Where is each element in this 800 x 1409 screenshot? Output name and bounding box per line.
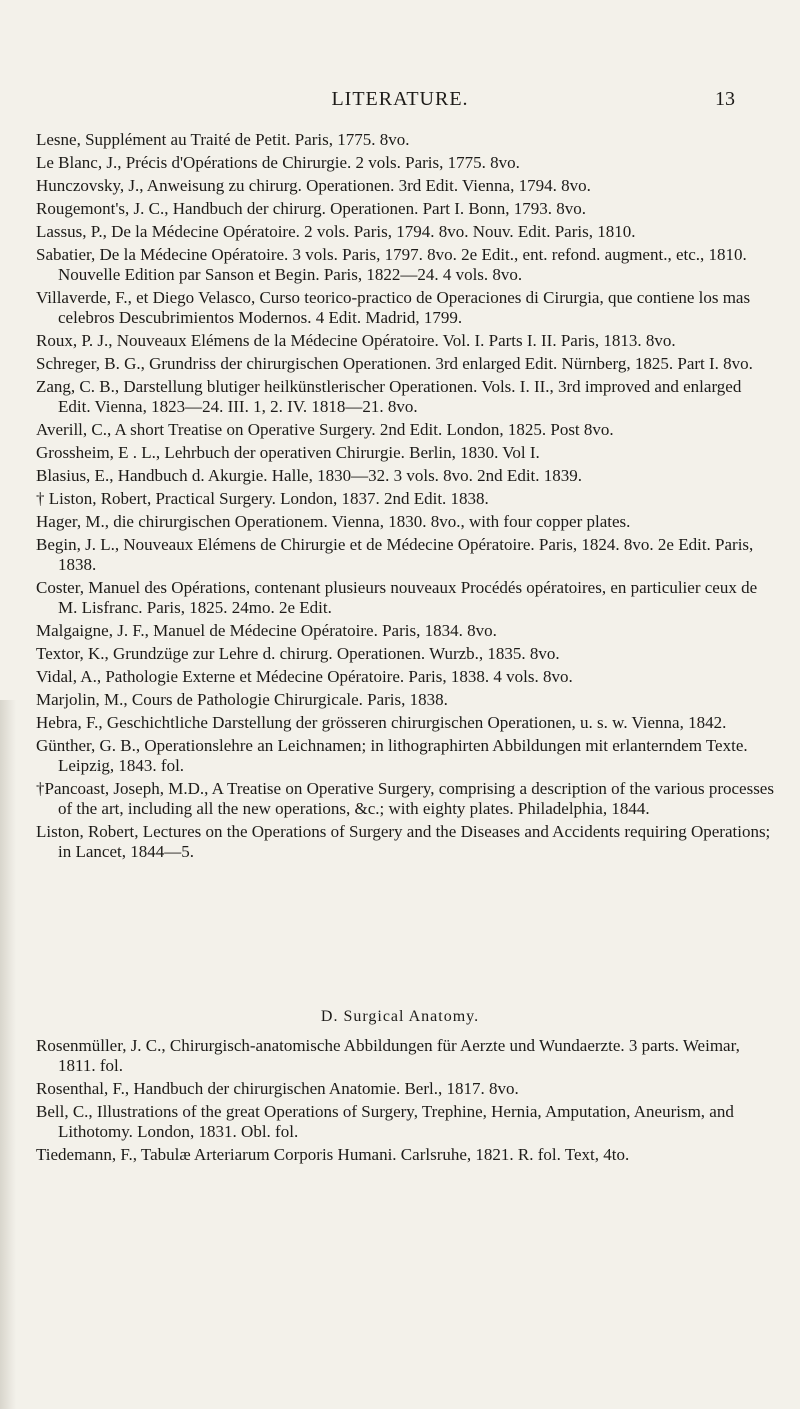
bibliography-list <box>36 130 776 865</box>
bibliography-entry: Coster, Manuel des Opérations, contenant plusieurs nouveaux Procédés opératoires, en particulier ceux de M. Lisfranc. Paris, 1825. 24mo. 2e Edit. <box>36 578 758 617</box>
bibliography-entry: Tiedemann, F., Tabulæ Arteriarum Corporis Humani. Carlsruhe, 1821. R. fol. Text, 4to. <box>36 1145 630 1164</box>
bibliography-entry: Günther, G. B., Operationslehre an Leichnamen; in lithographirten Abbildungen mit erlanterndem Texte. Leipzig, 1843. fol. <box>36 736 748 775</box>
running-title: LITERATURE. <box>331 88 469 110</box>
bibliography-entry: Blasius, E., Handbuch d. Akurgie. Halle, 1830—32. 3 vols. 8vo. 2nd Edit. 1839. <box>36 466 583 485</box>
bibliography-entry: Le Blanc, J., Précis d'Opérations de Chirurgie. 2 vols. Paris, 1775. 8vo. <box>36 153 520 172</box>
bibliography-entry: Grossheim, E . L., Lehrbuch der operativen Chirurgie. Berlin, 1830. Vol I. <box>36 443 540 462</box>
bibliography-entry: Vidal, A., Pathologie Externe et Médecine Opératoire. Paris, 1838. 4 vols. 8vo. <box>36 667 573 686</box>
bibliography-entry: Bell, C., Illustrations of the great Operations of Surgery, Trephine, Hernia, Amputation, Aneurism, and Lithotomy. London, 1831. Obl. fol. <box>36 1102 734 1141</box>
bibliography-entry: Schreger, B. G., Grundriss der chirurgischen Operationen. 3rd enlarged Edit. Nürnberg, 1825. Part I. 8vo. <box>36 354 753 373</box>
bibliography-entry: Villaverde, F., et Diego Velasco, Curso teorico-practico de Operaciones di Cirurgia, que contiene los mas celebros Descubrimientos Modernos. 4 Edit. Madrid, 1799. <box>36 288 751 327</box>
bibliography-entry: Lassus, P., De la Médecine Opératoire. 2 vols. Paris, 1794. 8vo. Nouv. Edit. Paris, 1810. <box>36 222 636 241</box>
page-header <box>0 88 800 118</box>
bibliography-entry: Roux, P. J., Nouveaux Elémens de la Médecine Opératoire. Vol. I. Parts I. II. Paris, 1813. 8vo. <box>36 331 676 350</box>
page-number: 13 <box>715 88 735 110</box>
bibliography-entry: †Pancoast, Joseph, M.D., A Treatise on Operative Surgery, comprising a description of the various processes of the art, including all the new operations, &c.; with eighty plates. Philadelphia, 1844. <box>36 779 774 818</box>
bibliography-entry: Sabatier, De la Médecine Opératoire. 3 vols. Paris, 1797. 8vo. 2e Edit., ent. refond. augment., etc., 1810. Nouvelle Edition par Sanson et Begin. Paris, 1822—24. 4 vols. 8vo. <box>36 245 747 284</box>
bibliography-entry: Averill, C., A short Treatise on Operative Surgery. 2nd Edit. London, 1825. Post 8vo. <box>36 420 614 439</box>
page-gutter-shadow <box>0 700 16 1409</box>
bibliography-entry: Rosenthal, F., Handbuch der chirurgischen Anatomie. Berl., 1817. 8vo. <box>36 1079 519 1098</box>
bibliography-entry: Zang, C. B., Darstellung blutiger heilkünstlerischer Operationen. Vols. I. II., 3rd improved and enlarged Edit. Vienna, 1823—24. III. 1, 2. IV. 1818—21. 8vo. <box>36 377 742 416</box>
bibliography-entry: Marjolin, M., Cours de Pathologie Chirurgicale. Paris, 1838. <box>36 690 448 709</box>
bibliography-entry: Malgaigne, J. F., Manuel de Médecine Opératoire. Paris, 1834. 8vo. <box>36 621 497 640</box>
bibliography-entry: Rosenmüller, J. C., Chirurgisch-anatomische Abbildungen für Aerzte und Wundaerzte. 3 parts. Weimar, 1811. fol. <box>36 1036 740 1075</box>
bibliography-entry: Hunczovsky, J., Anweisung zu chirurg. Operationen. 3rd Edit. Vienna, 1794. 8vo. <box>36 176 591 195</box>
bibliography-entry: Liston, Robert, Lectures on the Operations of Surgery and the Diseases and Accidents requiring Operations; in Lancet, 1844—5. <box>36 822 771 861</box>
bibliography-entry: Begin, J. L., Nouveaux Elémens de Chirurgie et de Médecine Opératoire. Paris, 1824. 8vo. 2e Edit. Paris, 1838. <box>36 535 754 574</box>
bibliography-entry: Rougemont's, J. C., Handbuch der chirurg. Operationen. Part I. Bonn, 1793. 8vo. <box>36 199 586 218</box>
bibliography-entry: Textor, K., Grundzüge zur Lehre d. chirurg. Operationen. Wurzb., 1835. 8vo. <box>36 644 560 663</box>
section-heading: D. Surgical Anatomy. <box>320 1008 480 1025</box>
bibliography-entry: Hebra, F., Geschichtliche Darstellung der grösseren chirurgischen Operationen, u. s. w. Vienna, 1842. <box>36 713 727 732</box>
bibliography-list-surgical-anatomy <box>36 1036 776 1168</box>
bibliography-entry: Lesne, Supplément au Traité de Petit. Paris, 1775. 8vo. <box>36 130 410 149</box>
bibliography-entry: Hager, M., die chirurgischen Operationem. Vienna, 1830. 8vo., with four copper plates. <box>36 512 631 531</box>
bibliography-entry: † Liston, Robert, Practical Surgery. London, 1837. 2nd Edit. 1838. <box>36 489 489 508</box>
